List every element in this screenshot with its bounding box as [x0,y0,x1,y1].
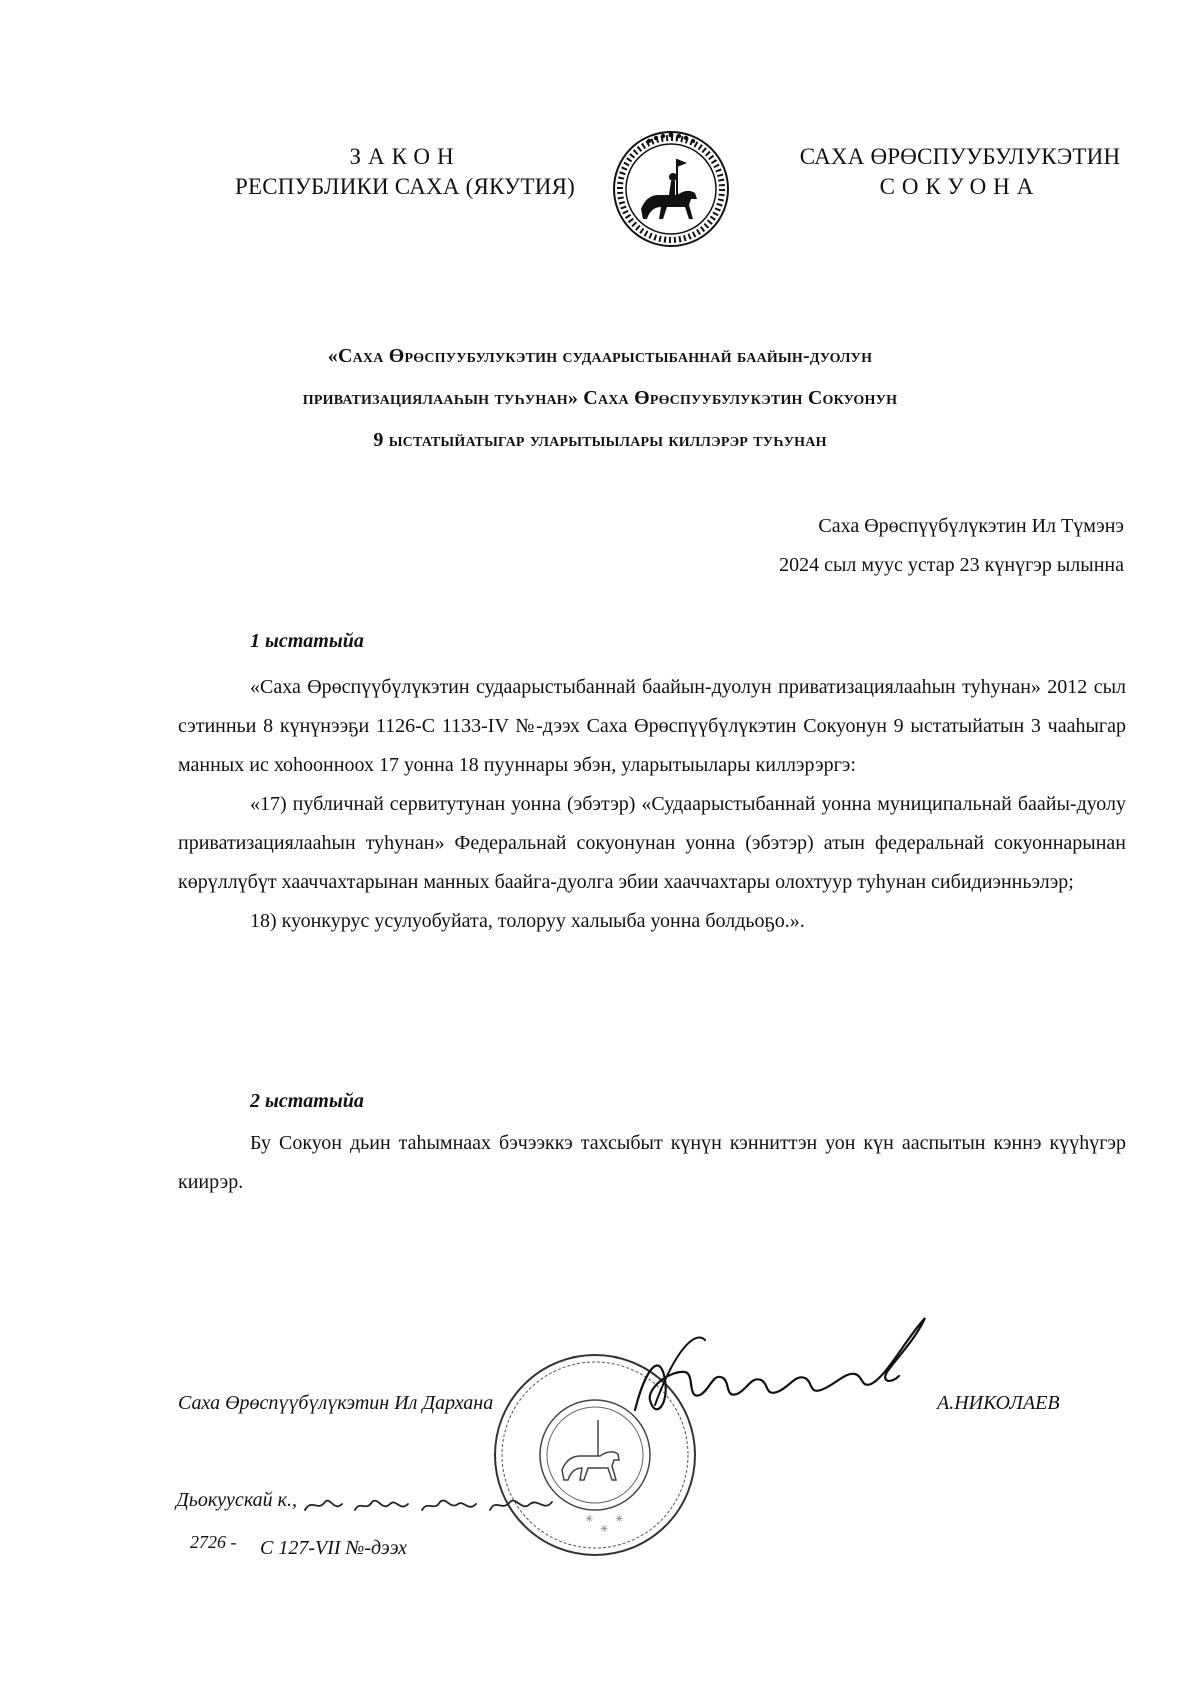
svg-text:✳: ✳ [615,1514,624,1525]
article1-item17: «17) публичнай сервитутунан уонна (эбэтэр) «Судаарыстыбаннай уонна муниципальнай баайы-дуолу приватизациялааһын туһунан» Федеральнай сокуонунан уонна (эбэтэр) атын федеральнай сокуоннарынан көрүллүбүт хааччахтарынан манных баайга-дуолга эбии хааччахтары олохтуур туһунан сибидиэнньэлэр; [178,793,1126,893]
adoption-note [524,507,1124,585]
signatory-title: Саха Өрөспүүбүлүкэтин Ил Дархана [178,1392,494,1414]
article1-paragraph: «Саха Өрөспүүбүлүкэтин судаарыстыбаннай баайын-дуолун приватизациялааһын туһунан» 2012 сыл сэтинньи 8 күнүнээҕи 1126-С 1133-IV №-дээх Саха Өрөспүүбүлүкэтин Сокуонун 9 ыстатыйатын 3 чааһыгар манных ис хоһоонноох 17 уонна 18 пууннары эбэн, уларытыылары киллэрэргэ: [178,676,1126,776]
title-line3: 9 ыстатыйатыгар уларытыылары киллэрэр туһунан [373,429,827,451]
header-left-line1: ЗАКОН [349,144,461,169]
header-left-line2: РЕСПУБЛИКИ САХА (ЯКУТИЯ) [234,174,576,199]
registration-number-prefix: 2726 - [190,1532,237,1552]
sakha-coat-of-arms-icon [611,129,731,249]
header-sakha-title [775,142,1145,202]
adoption-date: 2024 сыл муус устар 23 күнүгэр ылынна [779,554,1124,576]
header-right-line1: САХА ӨРӨСПУУБУЛУКЭТИН [799,144,1121,169]
registration-number: С 127-VII №-дээх [260,1537,408,1559]
article2-body [178,1124,1126,1202]
header-right-line2: СОКУОНА [879,174,1041,199]
svg-text:✳: ✳ [585,1514,594,1525]
article2-heading: 2 ыстатыйа [250,1090,364,1112]
article1-heading: 1 ыстатыйа [250,630,364,652]
document-title [170,335,1030,461]
handwritten-date-icon [300,1490,560,1520]
handwritten-signature-icon [625,1310,935,1430]
title-line2: приватизациялааһын туһунан» Саха Өрөспуубулукэтин Сокуонун [302,387,898,409]
title-line1: «Саха Өрөспуубулукэтин судаарыстыбаннай баайын-дуолун [327,345,873,367]
signing-place: Дьокуускай к., [176,1489,298,1511]
signatory-name: А.НИКОЛАЕВ [937,1392,1060,1414]
header-russian-title [205,142,605,202]
article1-item18: 18) куонкурус усулуобуйата, толоруу халыыба уонна болдьоҕо.». [250,910,805,932]
adoption-body: Саха Өрөспүүбүлүкэтин Ил Түмэнэ [818,515,1124,537]
article2-paragraph: Бу Сокуон дьин таһымнаах бэчээккэ тахсыбыт күнүн кэнниттэн уон күн ааспытын кэннэ күүһүгэр киирэр. [178,1132,1126,1193]
svg-text:✳: ✳ [600,1524,609,1535]
article1-body [178,668,1126,941]
